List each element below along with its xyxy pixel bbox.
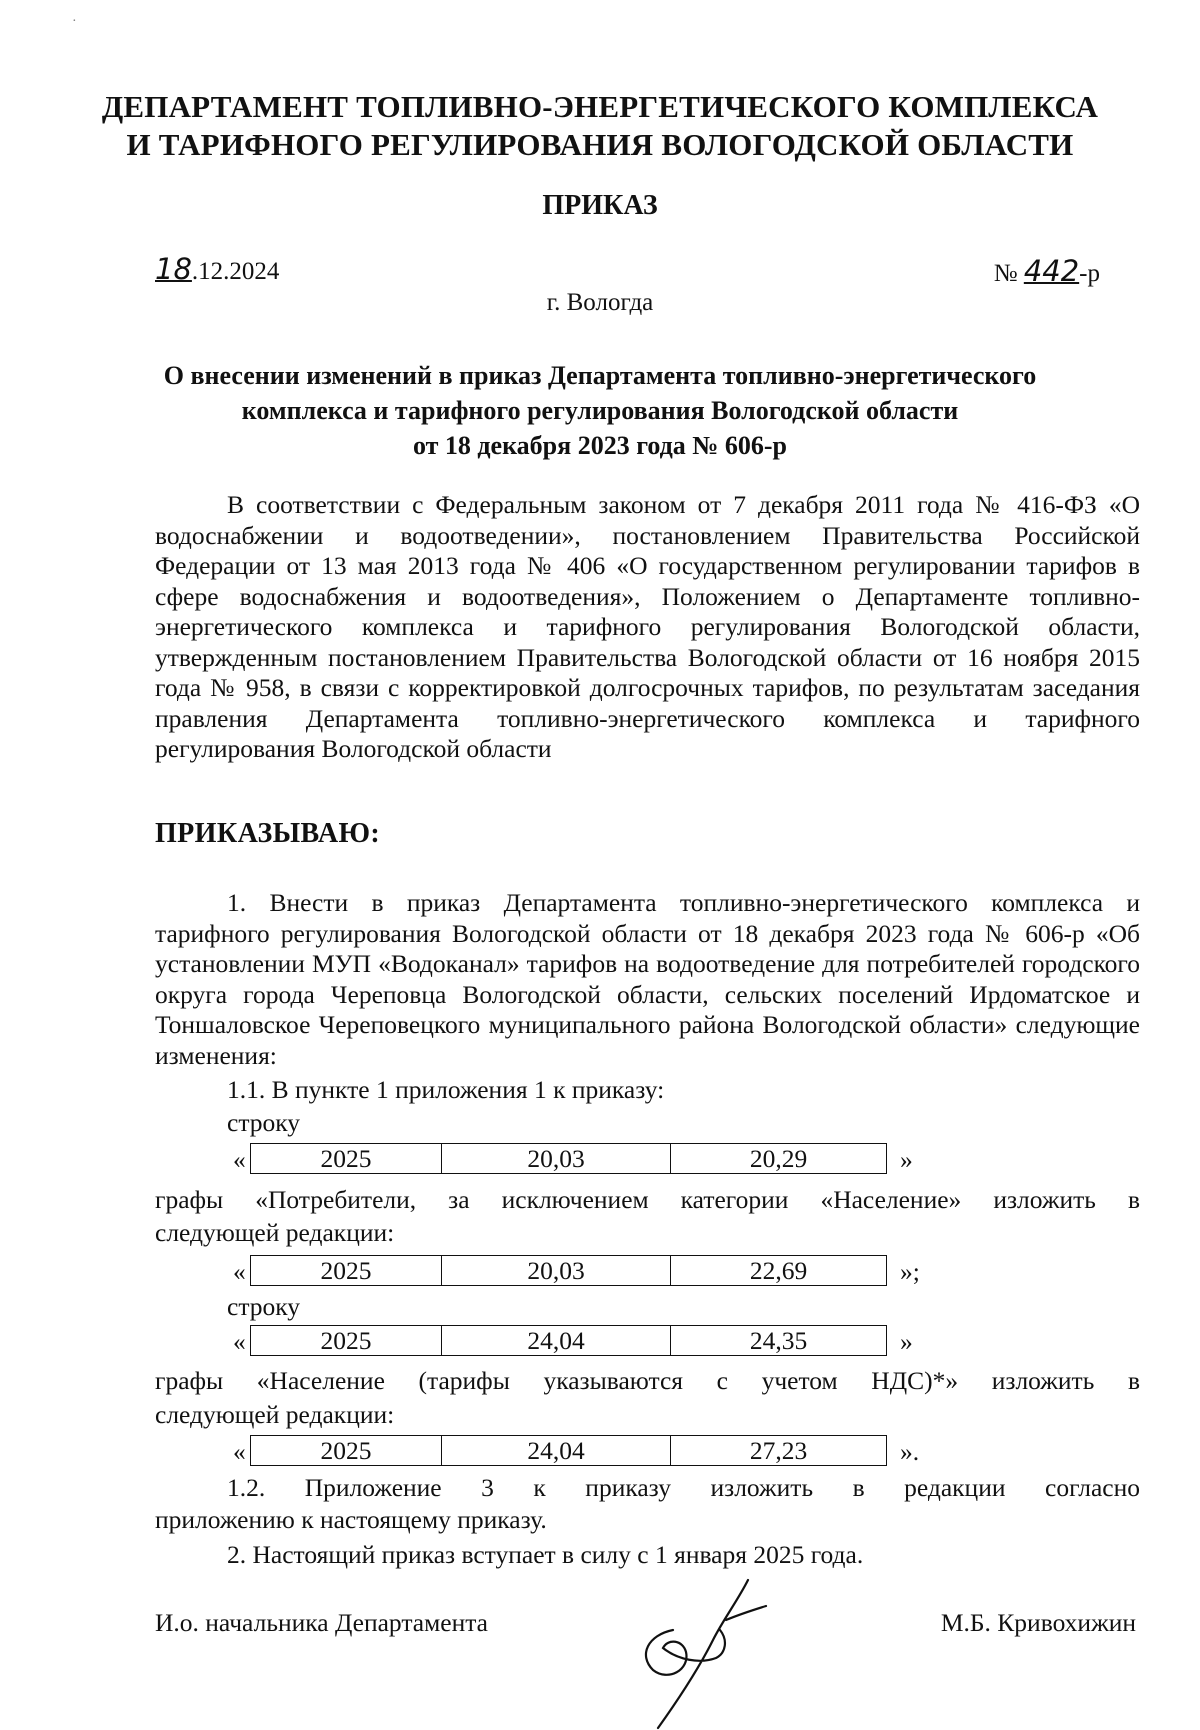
close-quote-2: »; (900, 1257, 920, 1286)
close-quote-3: » (900, 1327, 913, 1356)
item-1-block (155, 888, 1140, 1071)
open-quote-2: « (233, 1257, 246, 1286)
city: г. Вологда (546, 289, 654, 316)
tariff-row-3 (250, 1325, 887, 1356)
item-1-2-line-1: 1.2. Приложение 3 к приказу изложить в редакции согласно (227, 1473, 1140, 1502)
order-number (994, 254, 1100, 288)
tariff-row-1 (250, 1143, 887, 1174)
preamble-text: В соответствии с Федеральным законом от 7 декабря 2011 года № 416-ФЗ «О водоснабжении и водоотведении», постановлением Правительства Российской Федерации от 13 мая 2013 года № 406 «О государственном регулировании тарифов в сфере водоснабжения и водоотведения», Положением о Департаменте топливно-энергетического комплекса и тарифного регулирования Вологодской области, утвержденным постановлением Правительства Вологодской области от 16 ноября 2015 года № 958, в связи с корректировкой долгосрочных тарифов, по результатам заседания правления Департамента топливно-энергетического комплекса и тарифного регулирования Вологодской области (155, 490, 1140, 763)
word-row-1: строку (227, 1108, 301, 1137)
item-2: 2. Настоящий приказ вступает в силу с 1 января 2025 года. (227, 1540, 864, 1569)
tariff-value-2: 20,29 (749, 1144, 808, 1173)
number-handwritten: 442 (1023, 254, 1080, 288)
order-directive: ПРИКАЗЫВАЮ: (155, 818, 381, 849)
tariff-year: 2025 (251, 1436, 442, 1465)
tariff-row-2 (250, 1255, 887, 1286)
signer-role: И.о. начальника Департамента (155, 1608, 488, 1637)
open-quote-4: « (233, 1437, 246, 1466)
organization-line-2: И ТАРИФНОГО РЕГУЛИРОВАНИЯ ВОЛОГОДСКОЙ ОБЛАСТИ (126, 127, 1074, 162)
tariff-value-2: 27,23 (749, 1436, 808, 1465)
organization-line-1: ДЕПАРТАМЕНТ ТОПЛИВНО-ЭНЕРГЕТИЧЕСКОГО КОМПЛЕКСА (101, 89, 1099, 124)
document-type: ПРИКАЗ (542, 190, 658, 221)
scan-speck: · (72, 14, 77, 29)
open-quote-1: « (233, 1145, 246, 1174)
tariff-value-1: 24,04 (442, 1436, 671, 1465)
next-edition-1: следующей редакции: (155, 1218, 395, 1247)
tariff-value-1: 20,03 (442, 1144, 671, 1173)
item-1-2-line-2: приложению к настоящему приказу. (155, 1505, 547, 1534)
tariff-value-2: 22,69 (749, 1256, 808, 1285)
tariff-year: 2025 (251, 1326, 442, 1355)
order-date (155, 252, 279, 286)
tariff-row-4 (250, 1435, 887, 1466)
preamble-block (155, 490, 1140, 765)
order-subject (0, 358, 1200, 463)
tariff-year: 2025 (251, 1144, 442, 1173)
subject-line-3: от 18 декабря 2023 года № 606-р (412, 431, 788, 460)
date-day-handwritten: 18 (155, 252, 192, 286)
number-suffix: -р (1079, 260, 1100, 287)
tariff-value-1: 24,04 (442, 1326, 671, 1355)
next-edition-2: следующей редакции: (155, 1400, 395, 1429)
organization-name (0, 88, 1200, 164)
graph-2-text: графы «Население (тарифы указываются с учетом НДС)*» изложить в (155, 1366, 1140, 1395)
close-quote-4: ». (900, 1437, 920, 1466)
graph-1-text: графы «Потребители, за исключением категории «Население» изложить в (155, 1185, 1140, 1214)
date-month-year: .12.2024 (191, 258, 280, 285)
signer-name: М.Б. Кривохижин (940, 1608, 1136, 1637)
subject-line-1: О внесении изменений в приказ Департамента топливно-энергетического (163, 361, 1037, 390)
word-row-2: строку (227, 1292, 301, 1321)
close-quote-1: » (900, 1145, 913, 1174)
tariff-value-2: 24,35 (749, 1326, 808, 1355)
subject-line-2: комплекса и тарифного регулирования Вологодской области (241, 396, 959, 425)
item-1-text: 1. Внести в приказ Департамента топливно-энергетического комплекса и тарифного регулирования Вологодской области от 18 декабря 2023 года № 606-р «Об установлении МУП «Водоканал» тарифов на водоотведение для потребителей городского округа города Череповца Вологодской области, сельских поселений Ирдоматское и Тоншаловское Череповецкого муниципального района Вологодской области» следующие изменения: (155, 888, 1140, 1070)
number-prefix: № (993, 260, 1024, 287)
item-1-1: 1.1. В пункте 1 приложения 1 к приказу: (227, 1075, 665, 1104)
handwritten-signature (628, 1560, 778, 1730)
tariff-value-1: 20,03 (442, 1256, 671, 1285)
tariff-year: 2025 (251, 1256, 442, 1285)
open-quote-3: « (233, 1327, 246, 1356)
